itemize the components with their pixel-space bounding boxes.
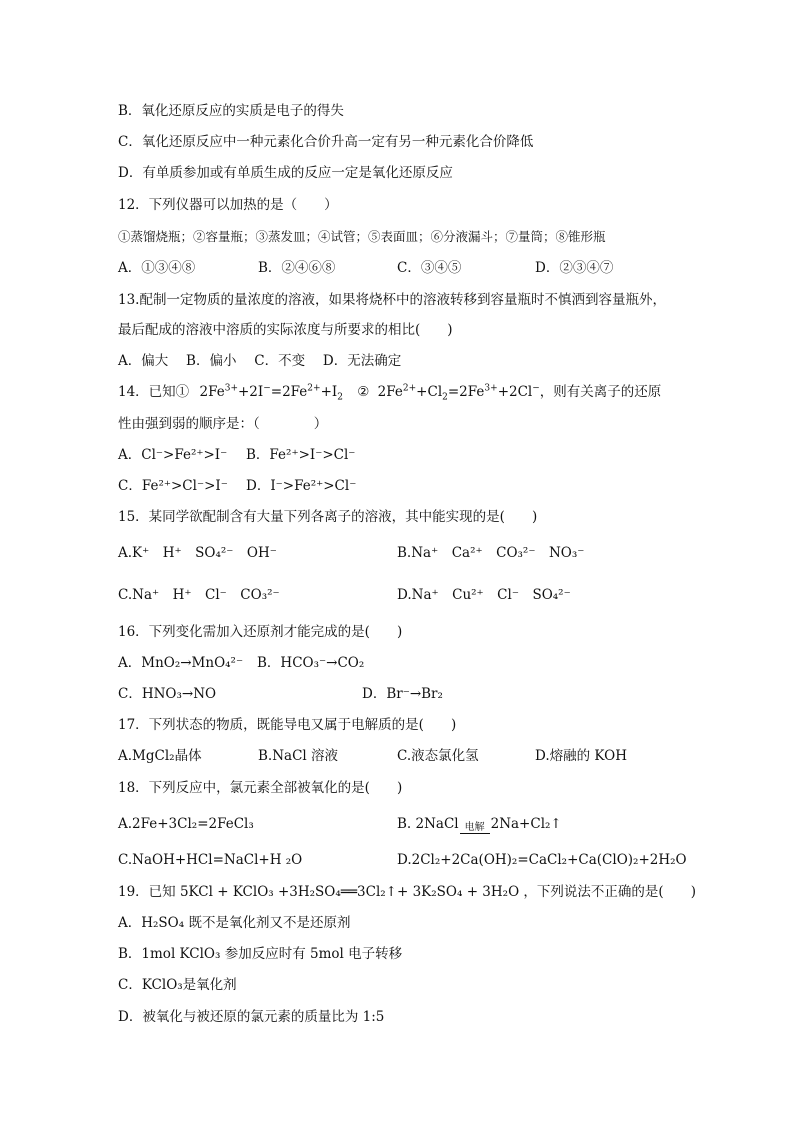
- q18-option-a: A.2Fe+3Cl₂=2FeCl₃: [118, 816, 254, 832]
- q15-option-d: D.Na⁺ Cu²⁺ Cl⁻ SO₄²⁻: [397, 587, 571, 603]
- q12-option-a: A．①③④⑧: [118, 260, 196, 276]
- q14-option-a: A．Cl⁻>Fe²⁺>I⁻: [118, 447, 228, 463]
- q18-option-c: C.NaOH+HCl=NaCl+H ₂O: [118, 852, 303, 868]
- q19-option-b: B．1mol KClO₃ 参加反应时有 5mol 电子转移: [118, 946, 403, 962]
- q14-option-b: B．Fe²⁺>I⁻>Cl⁻: [246, 447, 356, 463]
- q16-option-c: C．HNO₃→NO: [118, 686, 217, 702]
- q19-option-a: A．H₂SO₄ 既不是氧化剂又不是还原剂: [118, 915, 351, 931]
- q18-option-b: B. 2NaCl 电解 2Na+Cl₂↑: [397, 816, 562, 833]
- q11-option-d: D．有单质参加或有单质生成的反应一定是氧化还原反应: [118, 165, 453, 181]
- q17-stem: 17．下列状态的物质，既能导电又属于电解质的是( ): [118, 717, 457, 733]
- q17-option-a: A.MgCl₂晶体: [118, 748, 202, 764]
- q13-stem-line1: 13.配制一定物质的量浓度的溶液，如果将烧杯中的溶液转移到容量瓶时不慎洒到容量瓶外，: [118, 292, 666, 308]
- electrolysis-condition: 电解: [460, 822, 490, 834]
- q12-items: ①蒸馏烧瓶；②容量瓶；③蒸发皿；④试管；⑤表面皿；⑥分液漏斗；⑦量筒；⑧锥形瓶: [118, 229, 606, 244]
- q12-option-b: B．②④⑥⑧: [258, 260, 336, 276]
- q16-option-d: D．Br⁻→Br₂: [362, 686, 443, 702]
- q19-stem: 19．已知 5KCl + KClO₃ +3H₂SO₄══3Cl₂↑+ 3K₂SO₄ + 3H₂O ，下列说法不正确的是( ): [118, 884, 696, 900]
- q14-option-c: C．Fe²⁺>Cl⁻>I⁻: [118, 478, 228, 494]
- q17-option-b: B.NaCl 溶液: [258, 748, 339, 764]
- q18-option-d: D.2Cl₂+2Ca(OH)₂=CaCl₂+Ca(ClO)₂+2H₂O: [397, 852, 687, 868]
- q14-stem-line2: 性由强到弱的顺序是：（ ）: [118, 416, 328, 432]
- q13-stem-line2: 最后配成的溶液中溶质的实际浓度与所要求的相比( ): [118, 322, 453, 338]
- q14-stem-line1: 14．已知① $2Fe^{3+}+2I^-=2Fe^{2+}+I_2$ ② $2Fe^{2+}+Cl_2=2Fe^{3+}+2Cl^-$，则有关离子的还原: [118, 383, 662, 403]
- q15-option-a: A.K⁺ H⁺ SO₄²⁻ OH⁻: [118, 545, 277, 561]
- q12-option-d: D．②③④⑦: [535, 260, 614, 276]
- q16-option-a: A．MnO₂→MnO₄²⁻: [118, 655, 244, 671]
- q16-stem: 16．下列变化需加入还原剂才能完成的是( ): [118, 624, 403, 640]
- q17-option-c: C.液态氯化氢: [397, 748, 479, 764]
- q15-option-b: B.Na⁺ Ca²⁺ CO₃²⁻ NO₃⁻: [397, 545, 585, 561]
- q17-option-d: D.熔融的 KOH: [535, 748, 627, 764]
- q16-option-b: B．HCO₃⁻→CO₂: [257, 655, 365, 671]
- q15-stem: 15．某同学欲配制含有大量下列各离子的溶液，其中能实现的是( ): [118, 509, 538, 525]
- q12-stem: 12．下列仪器可以加热的是（ ）: [118, 197, 338, 213]
- q19-option-d: D．被氧化与被还原的氯元素的质量比为 1:5: [118, 1009, 385, 1025]
- q14-option-d: D．I⁻>Fe²⁺>Cl⁻: [246, 478, 357, 494]
- q18-stem: 18．下列反应中，氯元素全部被氧化的是( ): [118, 780, 403, 796]
- q11-option-b: B．氧化还原反应的实质是电子的得失: [118, 103, 344, 119]
- q12-option-c: C．③④⑤: [397, 260, 462, 276]
- q19-option-c: C．KClO₃是氧化剂: [118, 977, 237, 993]
- q11-option-c: C．氧化还原反应中一种元素化合价升高一定有另一种元素化合价降低: [118, 134, 534, 150]
- q15-option-c: C.Na⁺ H⁺ Cl⁻ CO₃²⁻: [118, 587, 280, 603]
- q13-options: A．偏大 B．偏小 C．不变 D．无法确定: [118, 353, 402, 369]
